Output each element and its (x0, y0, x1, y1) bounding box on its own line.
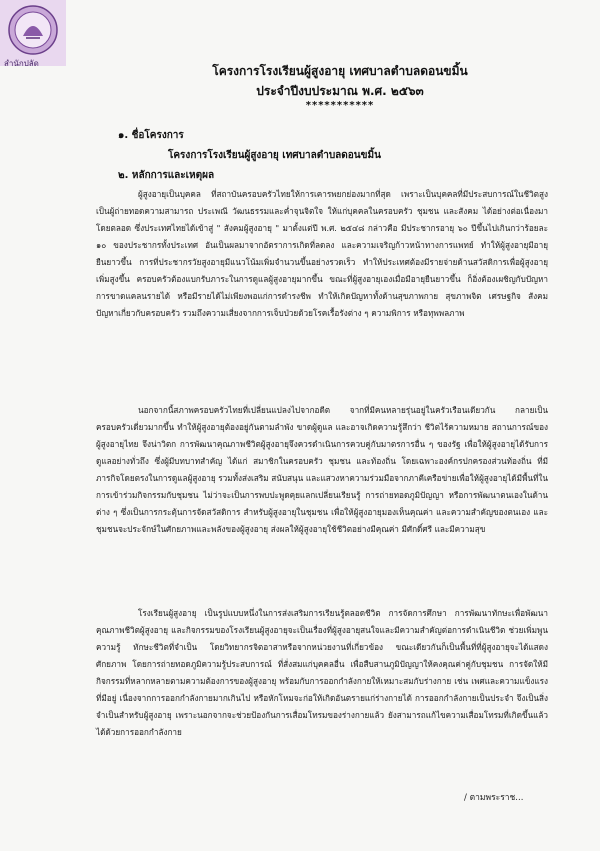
document-title: โครงการโรงเรียนผู้สูงอายุ เทศบาลตำบลดอนขมิ้น (212, 64, 468, 78)
paragraph-1: ผู้สูงอายุเป็นบุคคล ที่สถาบันครอบครัวไทยให้การเคารพยกย่องมากที่สุด เพราะเป็นบุคคลที่มีประสบการณ์ในชีวิตสูง เป็นผู้ถ่ายทอดความสามารถ ประเพณี วัฒนธรรมและค่ำจุนจิตใจ ให้แก่บุคคลในครอบครัว ชุมชน และสังคม ได้อย่างต่อเนื่องมาโดยตลอด ซึ่งประเทศไทยได้เข้าสู่ " สังคมผู้สูงอายุ " มาตั้งแต่ปี พ.ศ. ๒๕๔๘ กล่าวคือ มีประชากรอายุ ๖๐ ปีขึ้นไปเกินกว่าร้อยละ ๑๐ ของประชากรทั้งประเทศ อันเป็นผลมาจากอัตราการเกิดที่ลดลง และความเจริญก้าวหน้าทางการแพทย์ ทำให้ผู้สูงอายุมีอายุยืนยาวขึ้น การที่ประชากรวัยสูงอายุมีแนวโน้มเพิ่มจำนวนขึ้นอย่างรวดเร็ว ทำให้ประเทศต้องมีรายจ่ายด้านสวัสดิการเพื่อผู้สูงอายุเพิ่มสูงขึ้น ครอบครัวต้องแบกรับภาระในการดูแลผู้สูงอายุมากขึ้น ขณะที่ผู้สูงอายุเองเมื่อมีอายุยืนยาวขึ้น ก็อิ่งต้องเผชิญกับปัญหาการขาดแคลนรายได้ หรือมีรายได้ไม่เพียงพอแก่การดำรงชีพ ทำให้เกิดปัญหาทั้งด้านสุขภาพกาย สุขภาพจิต เศรษฐกิจ สังคม ปัญหาเกี่ยวกับครอบครัว รวมถึงความเสี่ยงจากการเจ็บป่วยด้วยโรคเรื้อรังต่าง ๆ ความพิการ หรือทุพพลภาพ (96, 189, 548, 318)
section-2-heading: ๒. หลักการและเหตุผล (118, 170, 215, 181)
section-1-heading: ๑. ชื่อโครงการ (118, 130, 184, 141)
office-emblem (0, 0, 66, 66)
title-separator: *********** (305, 100, 375, 111)
continuation-note: / ตามพระราช... (464, 793, 524, 803)
emblem-logo-icon (6, 4, 60, 56)
emblem-label: สำนักปลัด (4, 59, 39, 68)
paragraph-3: โรงเรียนผู้สูงอายุ เป็นรูปแบบหนึ่งในการส่งเสริมการเรียนรู้ตลอดชีวิต การจัดการศึกษา การพัฒนาทักษะเพื่อพัฒนาคุณภาพชีวิตผู้สูงอายุ และกิจกรรมของโรงเรียนผู้สูงอายุจะเป็นเรื่องที่ผู้สูงอายุสนใจและมีความสำคัญต่อการดำเนินชีวิต ช่วยเพิ่มพูนความรู้ ทักษะชีวิตที่จำเป็น โดยวิทยากรจิตอาสาหรือจากหน่วยงานที่เกี่ยวข้อง ขณะเดียวกันก็เป็นพื้นที่ที่ผู้สูงอายุจะได้แสดงศักยภาพ โดยการถ่ายทอดภูมิความรู้ประสบการณ์ ที่สั่งสมแก่บุคคลอื่น เพื่อสืบสานภูมิปัญญาให้คงคุณค่าคู่กับชุมชน การจัดให้มีกิจกรรมที่หลากหลายตามความต้องการของผู้สูงอายุ พร้อมกับการออกกำลังกายให้เหมาะสมกับร่างกาย เช่น เพศและความแข็งแรงที่มีอยู่ เนื่องจากการออกกำลังกายมากเกินไป หรือหักโหมจะก่อให้เกิดอันตรายแก่ร่างกายได้ การออกกำลังกายเป็นประจำ จึงเป็นสิ่งจำเป็นสำหรับผู้สูงอายุ เพราะนอกจากจะช่วยป้องกันการเสื่อมโทรมของร่างกายแล้ว ยังสามารถแก้ไขความเสื่อมโทรมที่เกิดขึ้นแล้วได้ด้วยการออกกำลังกาย (96, 608, 548, 737)
paragraph-2: นอกจากนี้สภาพครอบครัวไทยที่เปลี่ยนแปลงไปจากอดีต จากที่มีคนหลายรุ่นอยู่ในครัวเรือนเดียวกัน กลายเป็นครอบครัวเดี่ยวมากขึ้น ทำให้ผู้สูงอายุต้องอยู่กันตามลำพัง ขาดผู้ดูแล และอาจเกิดความรู้สึกว่า ชีวิตไร้ความหมาย สถานการณ์ของผู้สูงอายุไทย จึงน่าวิตก การพัฒนาคุณภาพชีวิตผู้สูงอายุจึงควรดำเนินการควบคู่กับมาตรการอื่น ๆ ของรัฐ เพื่อให้ผู้สูงอายุได้รับการดูแลอย่างทั่วถึง ซึ่งผู้มีบทบาทสำคัญ ได้แก่ สมาชิกในครอบครัว ชุมชน และท้องถิ่น โดยเฉพาะองค์กรปกครองส่วนท้องถิ่น ที่มีภารกิจโดยตรงในการดูแลผู้สูงอายุ รวมทั้งส่งเสริม สนับสนุน และแสวงหาความร่วมมือจากภาคีเครือข่ายเพื่อให้ผู้สูงอายุได้มีพื้นที่ในการเข้าร่วมกิจกรรมกับชุมชน ไม่ว่าจะเป็นการพบปะพูดคุยแลกเปลี่ยนเรียนรู้ การถ่ายทอดภูมิปัญญา หรือการพัฒนาตนเองในด้านต่าง ๆ ซึ่งเป็นการกระตุ้นการจัดสวัสดิการ สำหรับผู้สูงอายุในชุมชน เพื่อให้ผู้สูงอายุมองเห็นคุณค่า และความสำคัญของตนเอง และชุมชนจะประจักษ์ในศักยภาพและพลังของผู้สูงอายุ ส่งผลให้ผู้สูงอายุใช้ชีวิตอย่างมีคุณค่า มีศักดิ์ศรี และมีความสุข (96, 405, 548, 534)
document-subtitle: ประจำปีงบประมาณ พ.ศ. ๒๕๖๓ (256, 84, 424, 98)
project-name: โครงการโรงเรียนผู้สูงอายุ เทศบาลตำบลดอนขมิ้น (168, 150, 381, 161)
